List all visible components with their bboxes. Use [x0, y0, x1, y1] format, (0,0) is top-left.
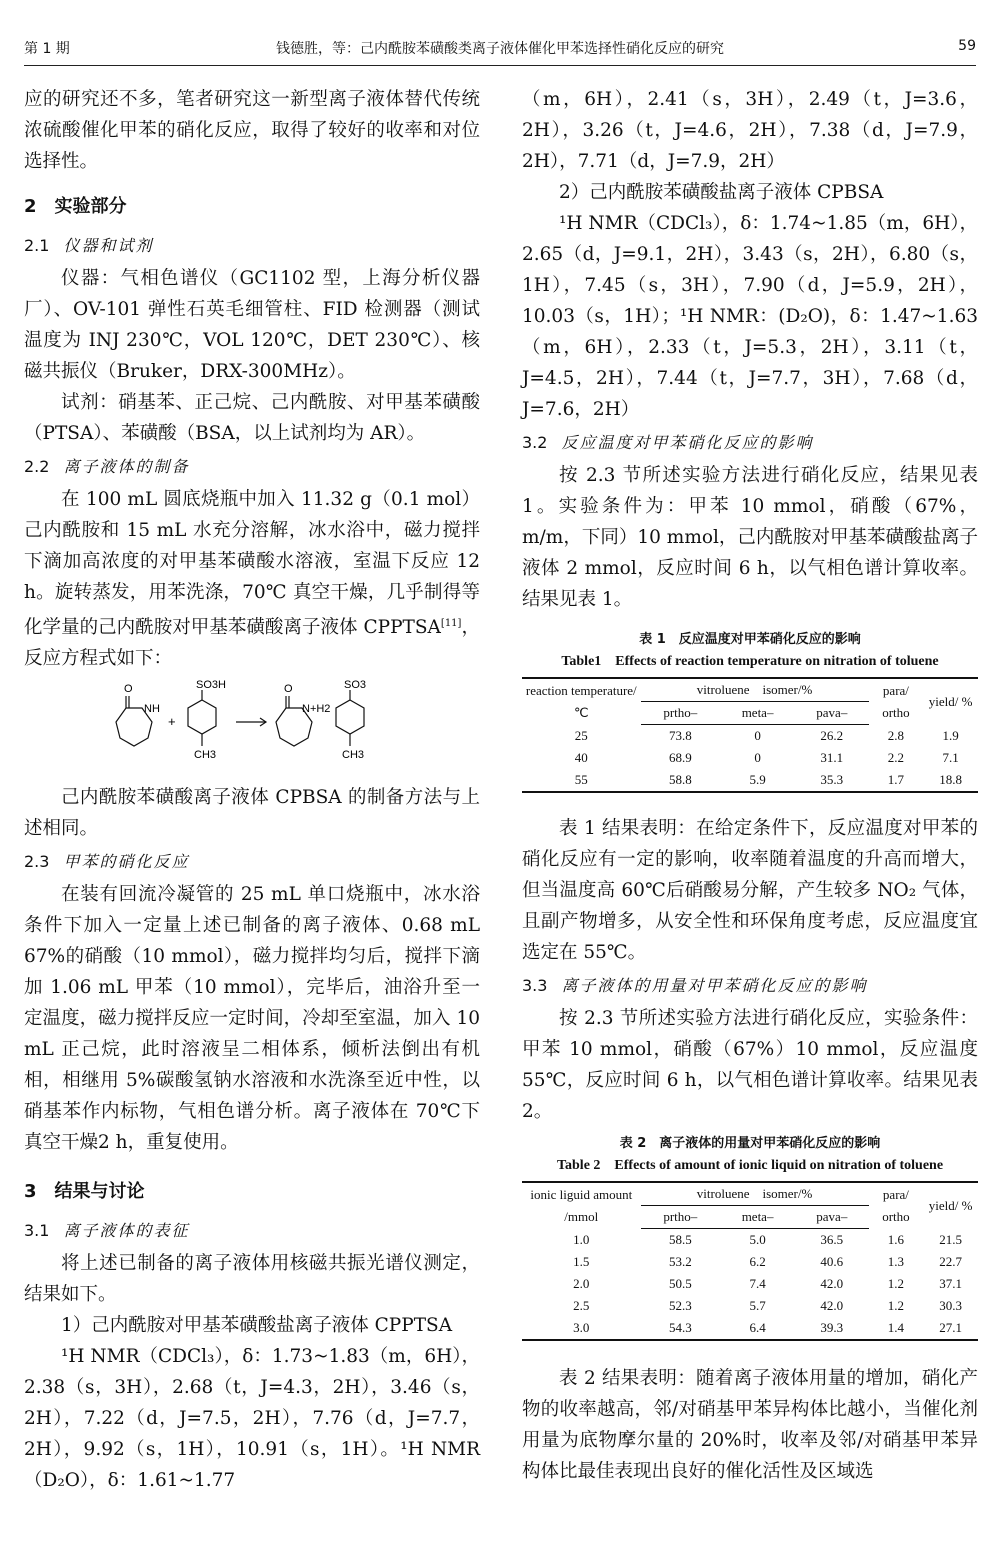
subsection-title: 离子液体的用量对甲苯硝化反应的影响: [561, 976, 868, 995]
cell: 2.2: [887, 750, 905, 765]
subsection-number: 2.2: [24, 457, 50, 476]
nmr-data-1: ¹H NMR（CDCl₃），δ：1.73~1.83（m，6H），2.38（s，3H），2.68（t，J=4.3，2H），3.46（s，2H），7.22（d，J=7.5，2H），7.76（d，J=7.7，2H），9.92（s，1H），10.91（s，1H）。¹H NMR（D₂O），δ：1.61~1.77: [24, 1346, 480, 1492]
cell: 1.5: [573, 1254, 590, 1269]
cell: 1.7: [869, 769, 924, 792]
cell: 25: [574, 727, 588, 743]
item-1-label: 1）己内酰胺对甲基苯磺酸盐离子液体 CPPTSA: [61, 1315, 453, 1337]
cell: 54.3: [641, 1317, 721, 1340]
table-row: [522, 1251, 978, 1273]
header-rule: [24, 65, 976, 66]
subsection-number: 3.3: [522, 976, 548, 995]
subsection-2-3-heading: [24, 846, 480, 877]
subsection-title: 仪器和试剂: [63, 236, 154, 255]
cell: 36.5: [820, 1232, 844, 1247]
cell: 2.5: [573, 1298, 590, 1313]
cell: 26.2: [820, 728, 844, 743]
cell: 5.9: [720, 769, 795, 792]
cell: 5.7: [749, 1298, 766, 1313]
subsection-title: 离子液体的制备: [63, 457, 190, 476]
col-header-meta: meta–: [720, 702, 795, 725]
subsection-3-1-heading: [24, 1215, 480, 1246]
intro-paragraph: 应的研究还不多，笔者研究这一新型离子液体替代传统浓硫酸催化甲苯的硝化反应，取得了较好的收率和对位选择性。: [24, 89, 480, 172]
methyl-label: CH3: [194, 749, 217, 762]
cell: 58.8: [641, 769, 721, 792]
preparation-paragraph: [24, 484, 480, 674]
subsection-title: 甲苯的硝化反应: [63, 852, 190, 872]
col-header-yield: yield/ %: [923, 678, 978, 725]
cell: 40.6: [820, 1254, 844, 1269]
carbonyl-o-label: O: [284, 683, 293, 696]
cell: 27.1: [923, 1317, 978, 1340]
cell: 73.8: [668, 728, 692, 743]
table-1-caption-en: Table1 Effects of reaction temperature on nitration of toluene: [561, 654, 939, 669]
table-2-discussion: 表 2 结果表明：随着离子液体用量的增加，硝化产物的收率越高，邻/对硝基甲苯异构体比越小，当催化剂用量为底物摩尔量的 20%时，收率及邻/对硝基甲苯异构体比最佳表现出良好的催化活性及区域选: [522, 1368, 978, 1482]
cell: 42.0: [820, 1276, 844, 1291]
cell: 6.4: [720, 1317, 795, 1340]
col-header-para: pava–: [795, 1206, 869, 1229]
cell: 68.9: [668, 750, 692, 765]
so3-label: SO3: [344, 679, 367, 692]
subsection-3-2-heading: [522, 427, 978, 458]
preparation-text: 在 100 mL 圆底烧瓶中加入 11.32 g（0.1 mol）己内酰胺和 15 mL 水充分溶解，冰水浴中，磁力搅拌下滴加高浓度的对甲基苯磺酸水溶液，室温下反应 12 h。旋转蒸发，用苯洗涤，70℃ 真空干燥，几乎制得等化学量的己内酰胺对甲基苯磺酸离子液体 CPPTSA: [24, 489, 480, 639]
section-3-3-paragraph: 按 2.3 节所述实验方法进行硝化反应，实验条件：甲苯 10 mmol，硝酸（67%）10 mmol，反应温度 55℃，反应时间 6 h，以气相色谱计算收率。结果见表 2。: [522, 1008, 978, 1122]
nmr-data-2: ¹H NMR（CDCl₃），δ：1.74~1.85（m，6H），2.65（d，J=9.1，2H），3.43（s，2H），6.80（s，1H），7.45（s，3H），7.90（d，J=5.9，2H），10.03（s，1H）；¹H NMR：(D₂O)，δ：1.47~1.63（m，6H），2.33（t，J=5.3，2H），3.11（t，J=4.5，2H），7.44（t，J=7.7，3H），7.68（d，J=7.6，2H）: [522, 213, 978, 420]
running-title: 钱德胜，等：己内酰胺苯磺酸类离子液体催化甲苯选择性硝化反应的研究: [276, 41, 724, 57]
cell: 3.0: [522, 1317, 641, 1340]
cell: 7.1: [942, 750, 959, 765]
table-2: [522, 1181, 978, 1341]
subsection-title: 离子液体的表征: [63, 1221, 190, 1241]
instrument-paragraph: 仪器：气相色谱仪（GC1102 型，上海分析仪器厂）、OV-101 弹性石英毛细管柱、FID 检测器（测试温度为 INJ 230℃，VOL 120℃，DET 230℃）、核磁共振仪（Bruker，DRX-300MHz）。: [24, 268, 480, 382]
table-2-caption-en: Table 2 Effects of amount of ionic liquid on nitration of toluene: [556, 1158, 944, 1173]
left-column: [24, 84, 480, 1496]
subsection-3-3-heading: [522, 970, 978, 1001]
cell: 1.2: [887, 1298, 905, 1313]
table-row: [522, 1317, 978, 1340]
cell: 1.6: [887, 1231, 905, 1247]
cell: 1.3: [887, 1254, 905, 1269]
cell: 55: [522, 769, 641, 792]
cell: 53.2: [668, 1254, 692, 1269]
cell: 39.3: [795, 1317, 869, 1340]
cell: 22.7: [939, 1254, 963, 1269]
page-number: 59: [958, 38, 976, 54]
cell: 18.8: [923, 769, 978, 792]
item-2-label: 2）己内酰胺苯磺酸盐离子液体 CPBSA: [559, 182, 884, 203]
table-row: [522, 725, 978, 748]
section-3-heading: 3 结果与讨论: [24, 1181, 145, 1203]
table-row: [522, 769, 978, 792]
methyl-label: CH3: [342, 749, 365, 762]
cell: 5.0: [749, 1232, 766, 1247]
subsection-number: 3.1: [24, 1221, 50, 1241]
col-header-yield: yield/ %: [923, 1182, 978, 1229]
right-column: [522, 84, 978, 1487]
col-header-amount: ionic liguid amount /mmol: [522, 1182, 641, 1229]
cell: 31.1: [820, 750, 844, 765]
so3h-label: SO3H: [196, 679, 226, 692]
col-header-ratio: para/ ortho: [869, 1182, 924, 1229]
cell: 6.2: [749, 1254, 766, 1269]
nmr-data-1-continued: （m，6H），2.41（s，3H），2.49（t，J=3.6，2H），3.26（t，J=4.6，2H），7.38（d，J=7.9，2H），7.71（d，J=7.9，2H）: [522, 89, 978, 172]
table-1-discussion: 表 1 结果表明：在给定条件下，反应温度对甲苯的硝化反应有一定的影响，收率随着温度的升高而增大，但当温度高 60℃后硝酸易分解，产生较多 NO₂ 气体，且副产物增多，从安全性和环保角度考虑，反应温度宜选定在 55℃。: [522, 818, 978, 963]
cell: 42.0: [820, 1298, 844, 1313]
nmr-intro-paragraph: 将上述已制备的离子液体用核磁共振光谱仪测定，结果如下。: [24, 1253, 480, 1306]
col-header-temperature: reaction temperature/℃: [522, 678, 641, 725]
table-row: [522, 1229, 978, 1252]
col-header-isomer: vitroluene isomer/%: [641, 1182, 869, 1206]
table-row: [522, 1295, 978, 1317]
section-2-heading: 2 实验部分: [24, 196, 127, 217]
reagent-paragraph: 试剂：硝基苯、正己烷、己内酰胺、对甲基苯磺酸（PTSA）、苯磺酸（BSA，以上试剂均为 AR）。: [24, 392, 480, 444]
cell: 1.9: [942, 727, 959, 743]
cell: 1.2: [887, 1276, 905, 1291]
cell: 30.3: [939, 1298, 963, 1313]
cell: 1.4: [869, 1317, 924, 1340]
cell: 2.8: [887, 727, 905, 743]
col-header-ortho: prtho–: [641, 702, 721, 725]
subsection-number: 2.1: [24, 236, 50, 255]
reaction-scheme: [104, 678, 394, 776]
col-header-ortho: prtho–: [641, 1206, 721, 1229]
section-3-2-paragraph: 按 2.3 节所述实验方法进行硝化反应，结果见表 1。实验条件为：甲苯 10 mmol，硝酸（67%，m/m，下同）10 mmol，己内酰胺对甲基苯磺酸盐离子液体 2 mmol，反应时间 6 h，以气相色谱计算收率。结果见表 1。: [522, 465, 978, 610]
issue-label: 第 1 期: [24, 41, 70, 57]
col-header-isomer: vitroluene isomer/%: [641, 678, 869, 702]
subsection-2-2-heading: [24, 451, 480, 482]
table-2-caption-cn: 表 2 离子液体的用量对甲苯硝化反应的影响: [619, 1136, 881, 1151]
subsection-title: 反应温度对甲苯硝化反应的影响: [561, 433, 814, 452]
preparation-text-end: ，反应方程式如下：: [24, 617, 480, 670]
table-row: [522, 1273, 978, 1295]
table-row: [522, 747, 978, 769]
cell: 7.4: [749, 1276, 766, 1291]
carbonyl-o-label: O: [124, 683, 133, 696]
cell: 40: [574, 750, 588, 765]
plus-sign: +: [168, 714, 176, 730]
cell: 2.0: [573, 1276, 590, 1291]
col-header-para: pava–: [795, 702, 869, 725]
table-1-caption-cn: 表 1 反应温度对甲苯硝化反应的影响: [639, 632, 861, 647]
nh-label: NH: [144, 703, 160, 716]
cell: 35.3: [795, 769, 869, 792]
subsection-number: 3.2: [522, 433, 548, 452]
cell: 50.5: [668, 1276, 692, 1291]
cpbsa-paragraph: 己内酰胺苯磺酸离子液体 CPBSA 的制备方法与上述相同。: [24, 787, 480, 840]
cell: 1.0: [573, 1231, 590, 1247]
col-header-meta: meta–: [720, 1206, 795, 1229]
col-header-ratio: para/ ortho: [869, 678, 924, 725]
cell: 58.5: [668, 1232, 692, 1247]
nitration-paragraph: 在装有回流冷凝管的 25 mL 单口烧瓶中，冰水浴条件下加入一定量上述已制备的离子液体、0.68 mL 67%的硝酸（10 mmol），磁力搅拌均匀后，搅拌下滴加 1.06 mL 甲苯（10 mmol），完毕后，油浴升至一定温度，磁力搅拌反应一定时间，冷却至室温，加入 10 mL 正己烷，此时溶液呈二相体系，倾析法倒出有机相，相继用 5%碳酸氢钠水溶液和水洗涤至近中性，以硝基苯作内标物，气相色谱分析。离子液体在 70℃下真空干燥2 h，重复使用。: [24, 884, 480, 1154]
table-1: [522, 677, 978, 793]
subsection-number: 2.3: [24, 852, 50, 872]
cell: 0: [754, 750, 761, 765]
running-header: [24, 38, 976, 58]
cell: 0: [754, 728, 761, 743]
cell: 21.5: [939, 1231, 963, 1247]
cell: 52.3: [668, 1298, 692, 1313]
cell: 37.1: [939, 1276, 963, 1291]
citation-ref: [11]: [440, 618, 462, 629]
subsection-2-1-heading: [24, 230, 480, 261]
nh2-label: N+H2: [302, 703, 331, 716]
